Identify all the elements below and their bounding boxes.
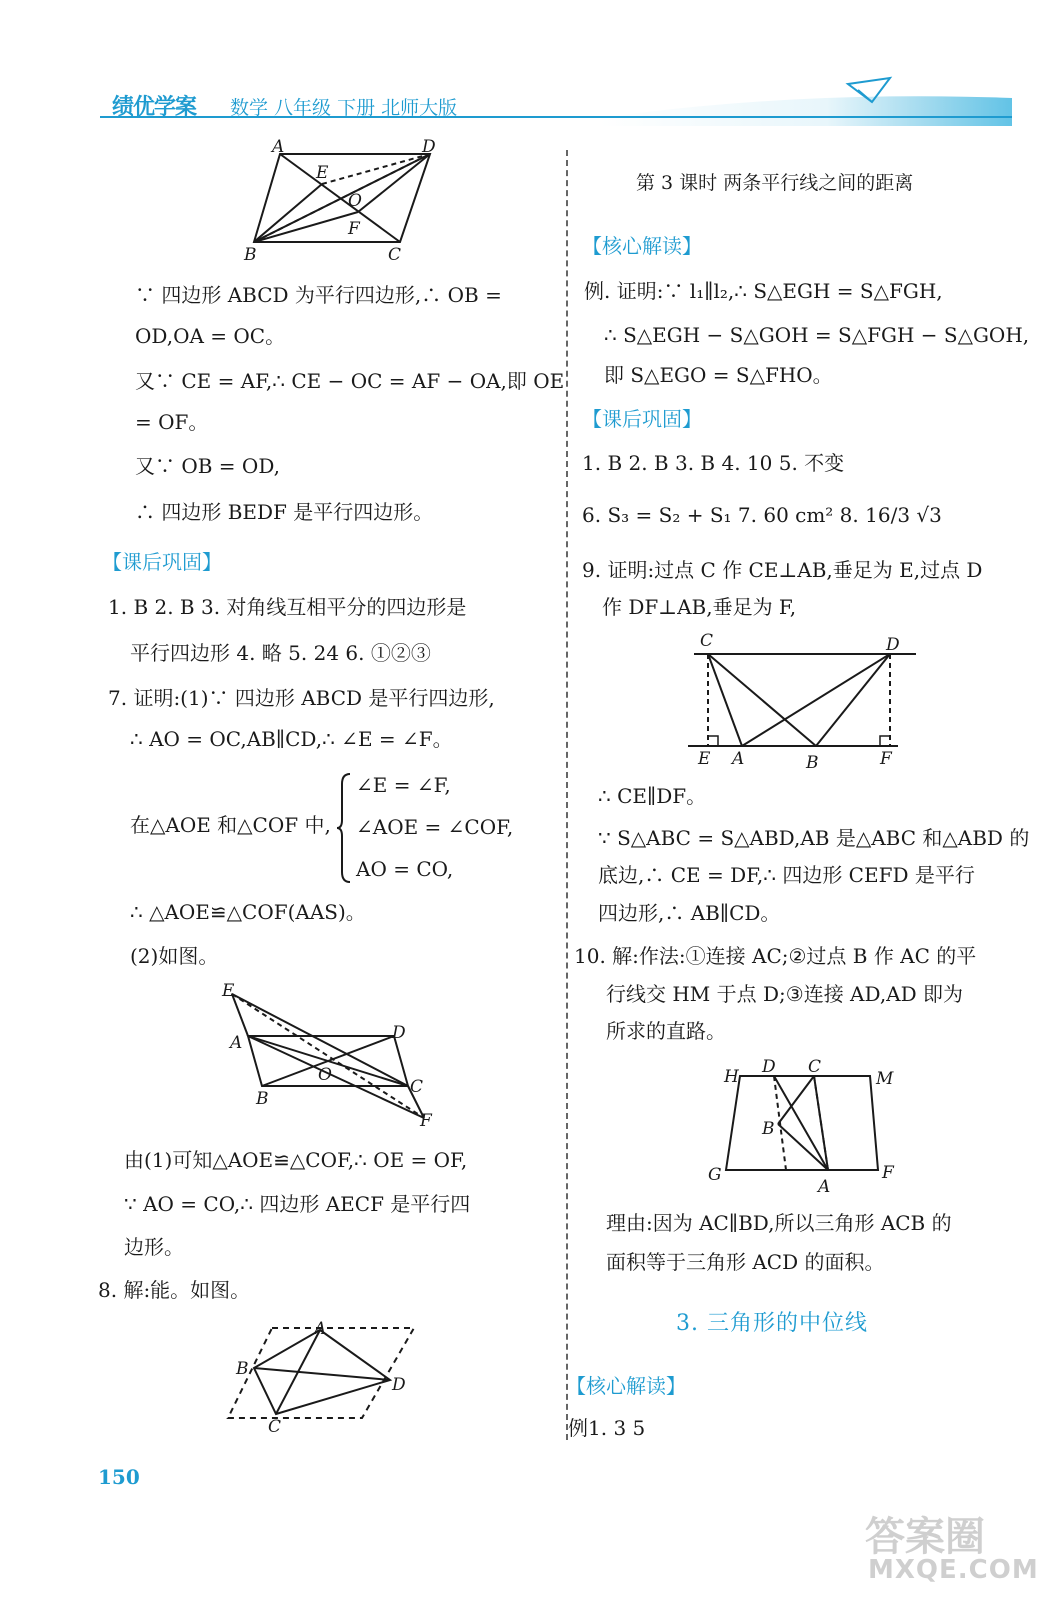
- system-prefix: 在△AOE 和△COF 中,: [130, 813, 331, 837]
- section-heading: 【核心解读】: [582, 234, 702, 258]
- column-divider: [566, 150, 568, 1440]
- proof-line: = OF。: [135, 410, 209, 434]
- label-a: A: [272, 138, 285, 157]
- watermark-logo: 答案圈: [865, 1514, 985, 1560]
- page-number: 150: [98, 1465, 140, 1489]
- label-m: M: [876, 1069, 894, 1089]
- proof-line: 由(1)可知△AOE≌△COF,∴ OE = OF,: [124, 1148, 468, 1172]
- answer-line: 8. 解:能。如图。: [98, 1278, 251, 1302]
- label-c: C: [268, 1417, 282, 1436]
- answer-line: 9. 证明:过点 C 作 CE⊥AB,垂足为 E,过点 D: [582, 558, 983, 582]
- proof-line: ∴ △AOE≌△COF(AAS)。: [130, 900, 366, 924]
- example-line: ∴ S△EGH − S△GOH = S△FGH − S△GOH,: [604, 323, 1030, 347]
- proof-line: 四边形,∴ AB∥CD。: [598, 901, 781, 925]
- label-b: B: [806, 753, 819, 770]
- label-f: F: [880, 749, 892, 769]
- answer-line: 1. B 2. B 3. 对角线互相平分的四边形是: [108, 595, 467, 619]
- answer-line: ∴ AO = OC,AB∥CD,∴ ∠E = ∠F。: [130, 727, 453, 751]
- example-line: 即 S△EGO = S△FHO。: [604, 363, 833, 387]
- label-b: B: [244, 245, 257, 264]
- proof-line: ∵ 四边形 ABCD 为平行四边形,∴ OB =: [135, 283, 502, 307]
- answer-line: 所求的直路。: [606, 1019, 726, 1043]
- reason-line: 面积等于三角形 ACD 的面积。: [606, 1250, 885, 1274]
- answer-line: 1. B 2. B 3. B 4. 10 5. 不变: [582, 451, 845, 475]
- answer-line: 10. 解:作法:①连接 AC;②过点 B 作 AC 的平: [574, 944, 977, 968]
- figure-rhombus: [224, 1318, 424, 1436]
- label-c: C: [388, 245, 402, 264]
- system-line: ∠E = ∠F,: [356, 773, 451, 797]
- brand-logo: 绩优学案: [112, 95, 197, 120]
- label-f: F: [348, 219, 360, 239]
- system-line: ∠AOE = ∠COF,: [356, 815, 514, 839]
- label-d: D: [422, 138, 436, 157]
- label-d: D: [762, 1057, 776, 1077]
- label-d: D: [392, 1023, 406, 1043]
- section-heading: 【课后巩固】: [582, 407, 702, 431]
- proof-line: OD,OA = OC。: [135, 324, 286, 348]
- proof-line: 底边,∴ CE = DF,∴ 四边形 CEFD 是平行: [598, 863, 975, 887]
- label-o: O: [318, 1065, 332, 1085]
- answer-line: 行线交 HM 于点 D;③连接 AD,AD 即为: [606, 982, 964, 1006]
- label-b: B: [762, 1119, 775, 1139]
- proof-line: ∴ CE∥DF。: [598, 784, 707, 808]
- brace-icon: [336, 772, 352, 884]
- answer-line: 7. 证明:(1)∵ 四边形 ABCD 是平行四边形,: [108, 686, 495, 710]
- watermark-url: MXQE.COM: [868, 1555, 1039, 1585]
- figure-parallelogram-abcd: [240, 138, 450, 264]
- label-g: G: [708, 1165, 722, 1185]
- label-a: A: [230, 1033, 243, 1053]
- label-b: B: [236, 1359, 249, 1379]
- label-c: C: [700, 631, 714, 651]
- proof-line: 又∵ OB = OD,: [135, 454, 280, 478]
- example-line: 例1. 3 5: [568, 1416, 646, 1440]
- answer-line: 6. S₃ = S₂ + S₁ 7. 60 cm² 8. 16/3 √3: [582, 503, 942, 527]
- label-o: O: [348, 191, 362, 211]
- book-subject: 数学 八年级 下册 北师大版: [230, 97, 458, 119]
- system-line: AO = CO,: [356, 857, 454, 881]
- label-a: A: [818, 1177, 831, 1197]
- answer-line: 平行四边形 4. 略 5. 24 6. ①②③: [130, 641, 431, 665]
- label-f: F: [882, 1163, 894, 1183]
- answer-line: 作 DF⊥AB,垂足为 F,: [602, 595, 797, 619]
- proof-line: ∵ S△ABC = S△ABD,AB 是△ABC 和△ABD 的: [598, 826, 1030, 850]
- proof-line: (2)如图。: [130, 944, 219, 968]
- proof-line: ∵ AO = CO,∴ 四边形 AECF 是平行四: [124, 1192, 471, 1216]
- proof-line: ∴ 四边形 BEDF 是平行四边形。: [135, 500, 434, 524]
- section-heading: 【核心解读】: [566, 1374, 686, 1398]
- label-c: C: [808, 1057, 822, 1077]
- label-e: E: [698, 749, 711, 769]
- label-e: E: [222, 981, 235, 1001]
- label-b: B: [256, 1089, 269, 1109]
- figure-parallel-distance: [684, 630, 920, 770]
- label-e: E: [316, 163, 329, 183]
- label-d: D: [886, 635, 900, 655]
- reason-line: 理由:因为 AC∥BD,所以三角形 ACB 的: [606, 1211, 952, 1235]
- figure-road-construction: [704, 1052, 904, 1198]
- label-c: C: [410, 1077, 424, 1097]
- proof-line: 又∵ CE = AF,∴ CE − OC = AF − OA,即 OE: [135, 369, 565, 393]
- label-h: H: [724, 1067, 739, 1087]
- section-title: 3. 三角形的中位线: [676, 1311, 868, 1336]
- label-a: A: [314, 1319, 327, 1339]
- label-f: F: [420, 1111, 432, 1130]
- label-a: A: [732, 749, 745, 769]
- lesson-title: 第 3 课时 两条平行线之间的距离: [636, 172, 914, 194]
- label-d: D: [392, 1375, 406, 1395]
- proof-line: 边形。: [124, 1235, 184, 1259]
- section-heading: 【课后巩固】: [102, 550, 222, 574]
- example-line: 例. 证明:∵ l₁∥l₂,∴ S△EGH = S△FGH,: [584, 279, 943, 303]
- figure-aecf: [218, 980, 448, 1130]
